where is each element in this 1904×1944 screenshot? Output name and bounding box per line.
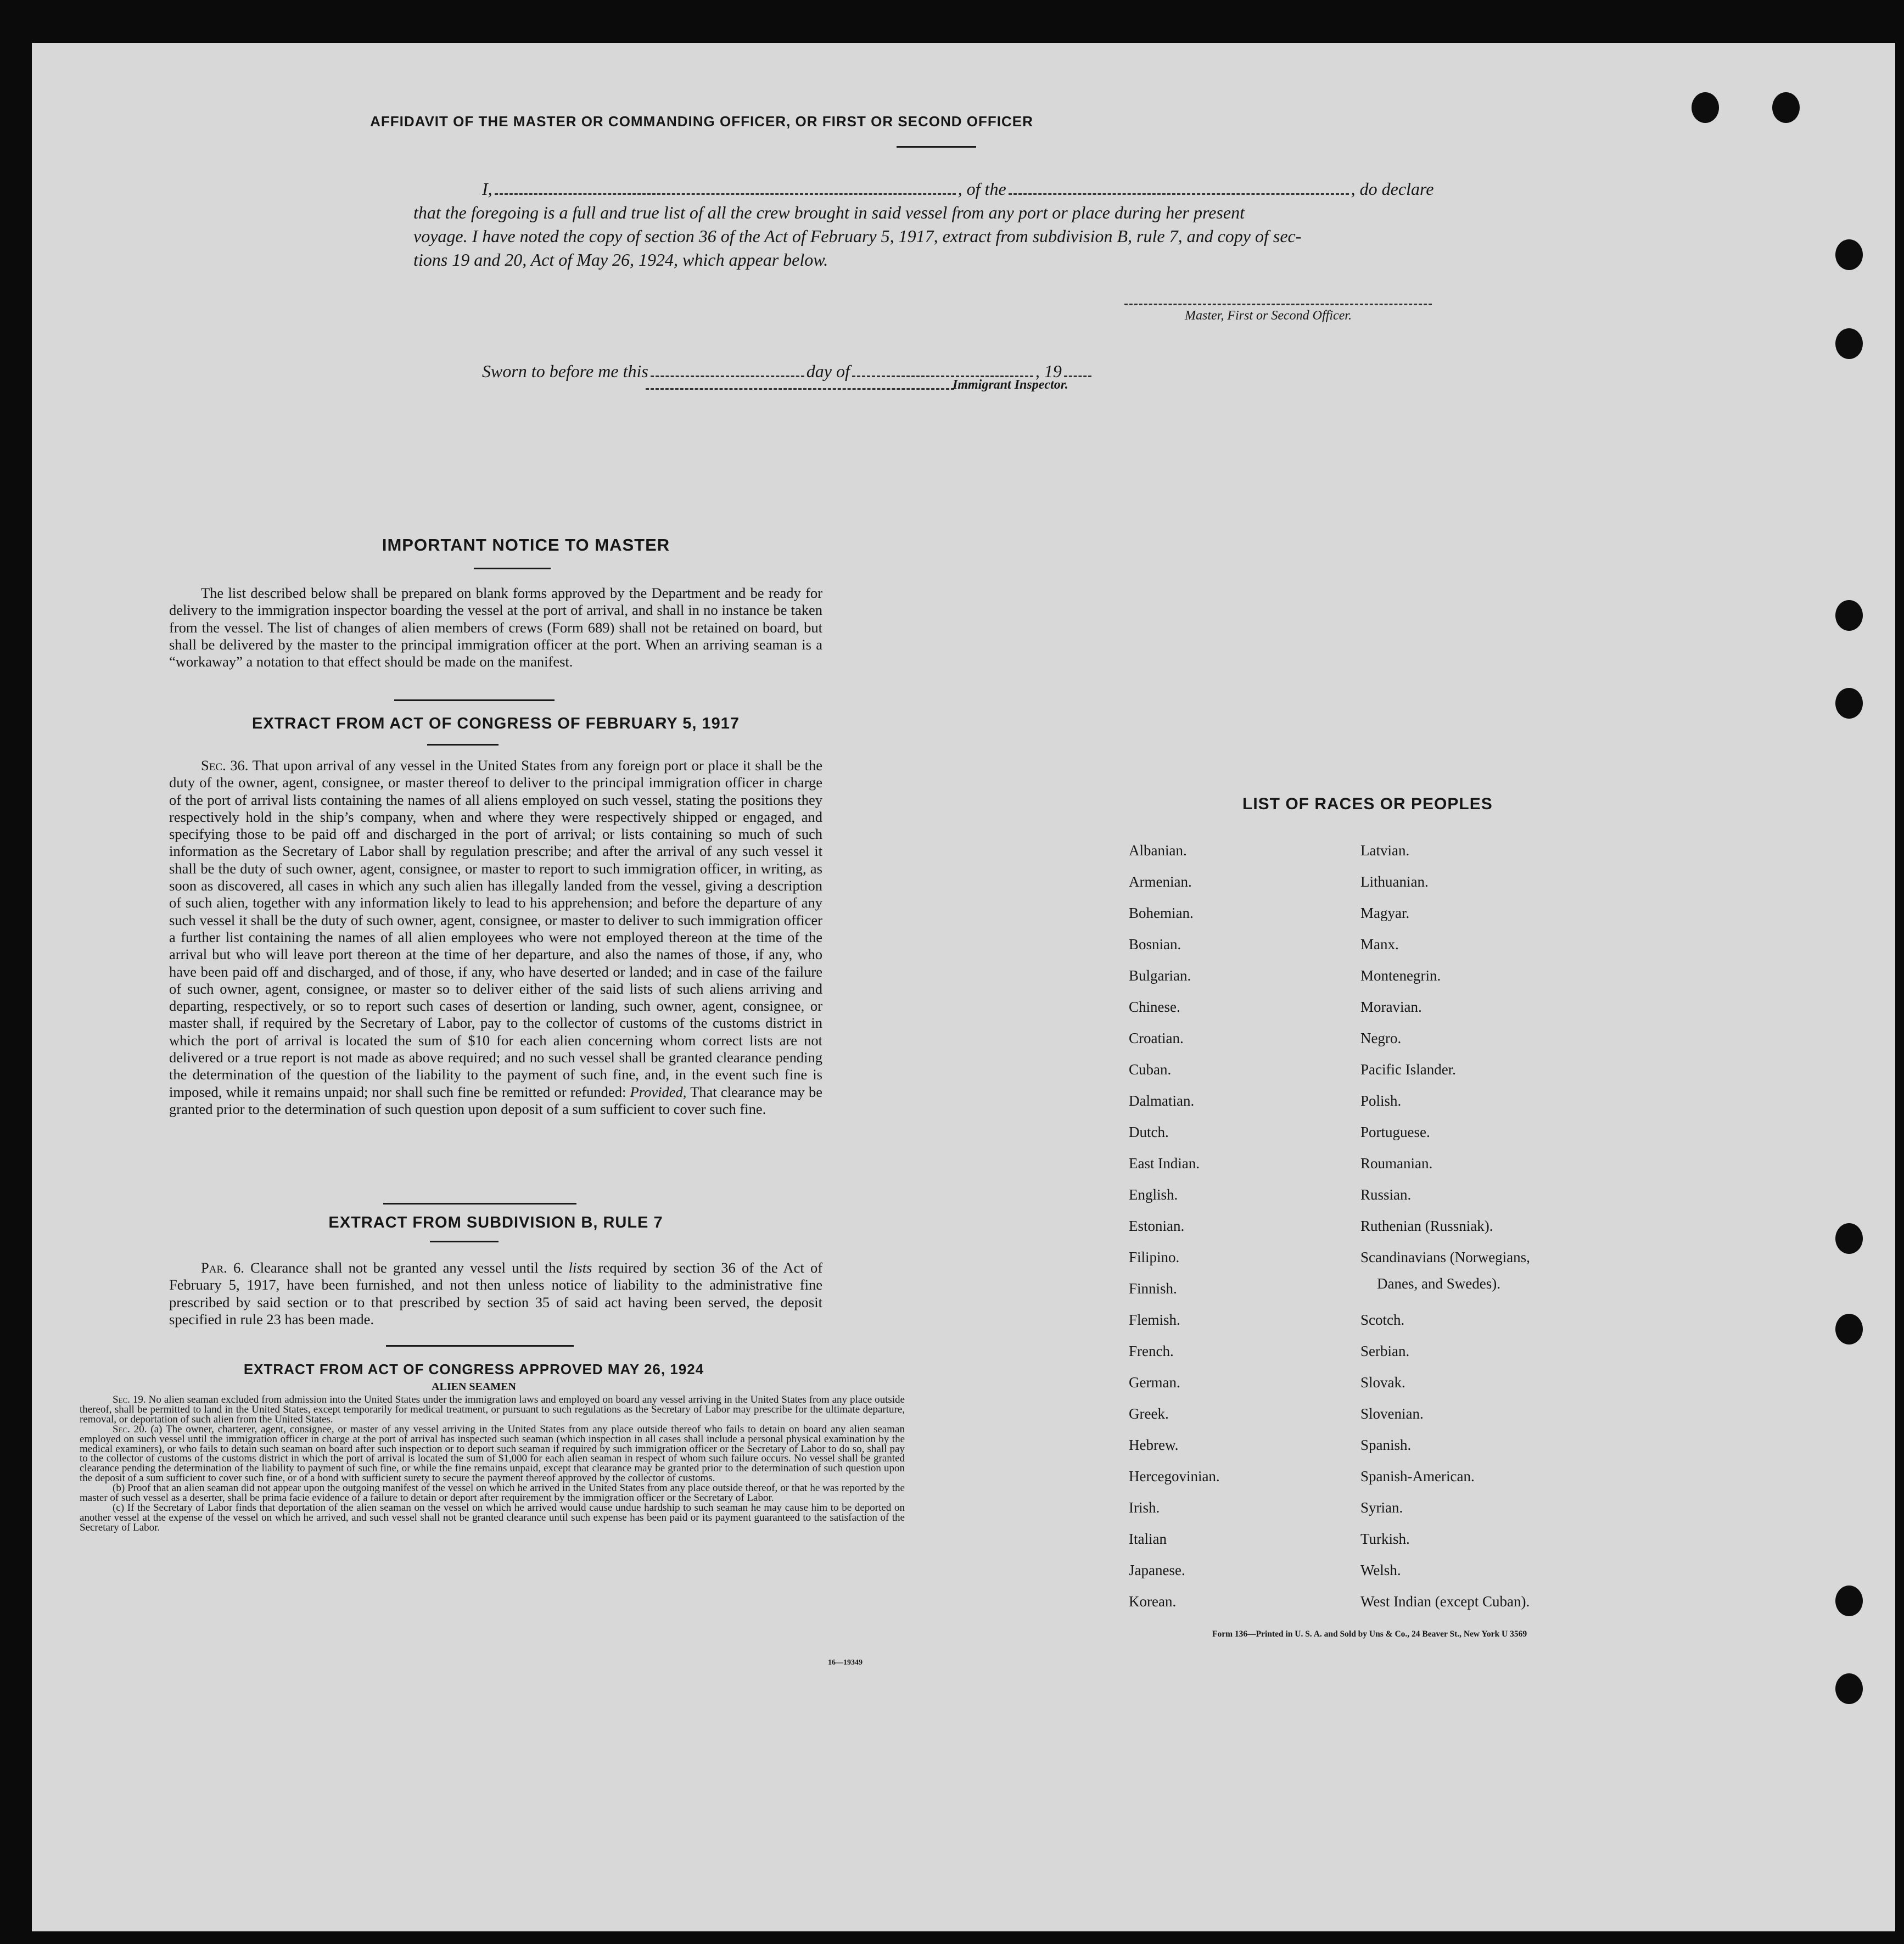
race-item: Flemish. <box>1129 1312 1180 1328</box>
month-blank[interactable] <box>852 376 1033 377</box>
race-item: Finnish. <box>1129 1280 1177 1297</box>
race-item: Portuguese. <box>1360 1124 1430 1140</box>
race-item: Albanian. <box>1129 842 1187 859</box>
race-item: Estonian. <box>1129 1218 1185 1234</box>
punch-hole <box>1835 1223 1863 1254</box>
race-item: Hebrew. <box>1129 1437 1179 1453</box>
subdivision-b-text: Par. 6. Clearance shall not be granted any vessel until the lists required by section 36 of the Act of February 5, 1917, have been furnished, and not then unless notice of liability to the administrative fine prescribed by said section or to that prescribed by section 35 of said act having been served, the deposit specified in rule 23 has been made. <box>169 1259 823 1327</box>
race-item: Serbian. <box>1360 1343 1410 1359</box>
race-item: Polish. <box>1360 1093 1402 1109</box>
race-item: Spanish-American. <box>1360 1468 1475 1484</box>
race-item: English. <box>1129 1186 1178 1203</box>
race-item: Korean. <box>1129 1593 1177 1610</box>
punch-hole <box>1835 1673 1863 1704</box>
declaration-do-declare: , do declare <box>1351 179 1434 199</box>
race-item: Roumanian. <box>1360 1155 1433 1172</box>
race-item: Italian <box>1129 1531 1167 1547</box>
sec19-label: Sec. 19. <box>113 1394 146 1405</box>
name-blank[interactable] <box>495 193 956 195</box>
notice-title: IMPORTANT NOTICE TO MASTER <box>382 535 670 554</box>
punch-hole <box>1835 239 1863 270</box>
race-item: Irish. <box>1129 1499 1160 1516</box>
race-item: Bosnian. <box>1129 936 1181 953</box>
races-title: LIST OF RACES OR PEOPLES <box>1242 795 1493 813</box>
race-item: Spanish. <box>1360 1437 1412 1453</box>
race-item: Pacific Islander. <box>1360 1061 1456 1078</box>
year-blank[interactable] <box>1064 376 1091 377</box>
form-footer: Form 136—Printed in U. S. A. and Sold by Uns & Co., 24 Beaver St., New York U 3569 <box>1212 1629 1527 1639</box>
race-item: Slovenian. <box>1360 1405 1424 1422</box>
extract-1917-text: Sec. 36. That upon arrival of any vessel in the United States from any foreign port or place it shall be the duty of the owner, agent, consignee, or master thereof to deliver to the principal immigration officer in charge of the port of arrival lists containing the names of all aliens employed on such vessel, stating the positions they respectively hold in the ship’s company, when and where they were respectively shipped or engaged, and specifying those to be paid off and discharged in the port of arrival; or lists containing so much of such information as the Secretary of Labor shall by regulation prescribe; and after the arrival of any such vessel it shall be the duty of such owner, agent, consignee, or master to report to such immigration officer, in writing, as soon as discovered, all cases in which any such alien has illegally landed from the vessel, giving a description of such alien, together with any information likely to lead to his apprehension; and before the departure of any such vessel it shall be the duty of such owner, agent, consignee, or master to deliver to such immigration officer a further list containing the names of all alien employees who were not employed thereon at the time of the arrival but who will leave port thereon at the time of her departure, and also the names of those, if any, who have been paid off and discharged, and of those, if any, who have deserted or landed; and in case of the failure of such owner, agent, consignee, or master so to deliver either of the said lists of such aliens arriving and departing, respectively, or so to report such cases of desertion or landing, such owner, agent, consignee, or master shall, if required by the Secretary of Labor, pay to the collector of customs of the customs district in which the port of arrival is located the sum of $10 for each alien concerning whom correct lists are not delivered or a true report is not made as above required; and no such vessel shall be granted clearance pending the determination of the question of the liability to the payment of such fine, and, in the event such fine is imposed, while it remains unpaid; nor shall such fine be remitted or refunded: Provided, That clearance may be granted prior to the determination of such question upon deposit of a sum sufficient to cover such fine. <box>169 757 823 1117</box>
punch-hole <box>1835 688 1863 719</box>
race-item: Negro. <box>1360 1030 1402 1046</box>
alien-seamen-subtitle: ALIEN SEAMEN <box>432 1381 516 1393</box>
divider <box>427 744 499 746</box>
race-item: Japanese. <box>1129 1562 1185 1578</box>
race-item: Slovak. <box>1360 1374 1405 1391</box>
print-code: 16—19349 <box>828 1659 863 1667</box>
day-of-label: day of <box>806 361 850 381</box>
race-item: Dutch. <box>1129 1124 1169 1140</box>
year-label: , 19 <box>1035 361 1062 381</box>
punch-hole <box>1772 92 1800 123</box>
divider <box>386 1345 574 1347</box>
race-item: Moravian. <box>1360 999 1422 1015</box>
declaration-line-3: voyage. I have noted the copy of section 36 of the Act of February 5, 1917, extract from subdivision B, rule 7, and copy of sec- <box>413 226 1302 246</box>
race-item: West Indian (except Cuban). <box>1360 1593 1530 1610</box>
declaration-line-4: tions 19 and 20, Act of May 26, 1924, which appear below. <box>413 250 828 270</box>
divider <box>430 1241 499 1242</box>
race-item: Armenian. <box>1129 873 1192 890</box>
race-item: Montenegrin. <box>1360 967 1441 984</box>
race-item: Turkish. <box>1360 1531 1410 1547</box>
punch-hole <box>1835 328 1863 359</box>
race-item: Scandinavians (Norwegians, <box>1360 1249 1530 1265</box>
declaration-of-the: , of the <box>957 179 1006 199</box>
notice-text: The list described below shall be prepared on blank forms approved by the Department and be ready for delivery to the immigration inspector boarding the vessel at the port of arrival, and shall in no instance be taken from the vessel. The list of changes of alien members of crews (Form 689) shall not be retained on board, but shall be delivered by the master to the principal immigration officer at the port. When an arriving seaman is a “workaway” a notation to that effect should be made on the manifest. <box>169 585 822 670</box>
divider <box>897 146 976 148</box>
race-item: Dalmatian. <box>1129 1093 1195 1109</box>
extract-1917-title: EXTRACT FROM ACT OF CONGRESS OF FEBRUARY 5, 1917 <box>251 715 740 732</box>
race-item: East Indian. <box>1129 1155 1200 1172</box>
race-item: Greek. <box>1129 1405 1169 1422</box>
race-item: Hercegovinian. <box>1129 1468 1220 1484</box>
paragraph-label: Par. 6. <box>201 1259 244 1276</box>
day-blank[interactable] <box>651 376 804 377</box>
race-item: Croatian. <box>1129 1030 1184 1046</box>
race-item: Ruthenian (Russniak). <box>1360 1218 1493 1234</box>
inspector-signature-line[interactable] <box>646 388 954 390</box>
signature-label: Master, First or Second Officer. <box>1185 309 1352 323</box>
race-item: Scotch. <box>1360 1312 1405 1328</box>
race-item: Magyar. <box>1360 905 1410 921</box>
race-item: Lithuanian. <box>1360 873 1429 890</box>
race-item: Bulgarian. <box>1129 967 1191 984</box>
race-item: Latvian. <box>1360 842 1410 859</box>
sworn-label: Sworn to before me this <box>482 361 648 381</box>
declaration-line-2: that the foregoing is a full and true list of all the crew brought in said vessel from any port or place during her present <box>413 203 1245 222</box>
race-item: French. <box>1129 1343 1174 1359</box>
race-item: Syrian. <box>1360 1499 1403 1516</box>
race-item: Manx. <box>1360 936 1399 953</box>
punch-hole <box>1835 1314 1863 1344</box>
signature-line[interactable] <box>1124 304 1432 305</box>
sec20-label: Sec. 20. <box>113 1423 147 1435</box>
subdivision-b-title: EXTRACT FROM SUBDIVISION B, RULE 7 <box>328 1214 663 1231</box>
affidavit-declaration <box>413 177 1495 272</box>
affidavit-title: AFFIDAVIT OF THE MASTER OR COMMANDING OFFICER, OR FIRST OR SECOND OFFICER <box>370 113 1033 130</box>
race-item: Filipino. <box>1129 1249 1180 1265</box>
section-label: Sec. 36. <box>201 757 249 774</box>
race-item: Russian. <box>1360 1186 1412 1203</box>
vessel-blank[interactable] <box>1009 193 1349 195</box>
extract-1924-text: Sec. 19. No alien seaman excluded from admission into the United States under the immigration laws and employed on board any vessel arriving in the United States from any place outside thereof, shall be permitted to land in the United States, except temporarily for medical treatment, or pursuant to such regulations as the Secretary of Labor may prescribe for the ultimate departure, removal, or deportation of such alien from the United States. Sec. 20. (a) The owner, charterer, agent, consignee, or master of any vessel arriving in the United States from any place outside thereof who fails to detain on board any alien seaman employed on such vessel until the immigration officer in charge at the port of arrival has inspected such seaman (which inspection in all cases shall include a personal physical examination by the medical examiners), or who fails to detain such seaman on board after such inspection or to deport such seaman if required by such immigration officer or the Secretary of Labor to do so, shall pay to the collector of customs of the customs district in which the port of arrival is located the sum of $1,000 for each alien seaman in respect of whom such failure occurs. No vessel shall be granted clearance pending the determination of the liability to payment of such fine, or while the fine remains unpaid, except that clearance may be granted prior to the determination of such question upon the deposit of a sum sufficient to cover such fine, or of a bond with sufficient surety to secure the payment thereof approved by the collector of customs. (b) Proof that an alien seaman did not appear upon the outgoing manifest of the vessel on which he arrived in the United States from any place outside thereof, or that he was reported by the master of such vessel as a deserter, shall be prima facie evidence of a failure to detain or deport after requirement by the immigration officer or the Secretary of Labor. (c) If the Secretary of Labor finds that deportation of the alien seaman on the vessel on which he arrived would cause undue hardship to such seaman he may cause him to be deported on another vessel at the expense of the vessel on which he arrived, and such vessel shall not be granted clearance until such expense has been paid or its payment guaranteed to the satisfaction of the Secretary of Labor. <box>80 1394 905 1533</box>
document-page <box>32 43 1895 1931</box>
divider <box>383 1203 576 1205</box>
race-item: Danes, and Swedes). <box>1377 1275 1500 1292</box>
race-item: Chinese. <box>1129 999 1180 1015</box>
race-item: Bohemian. <box>1129 905 1194 921</box>
punch-hole <box>1835 1586 1863 1616</box>
divider <box>474 568 551 569</box>
inspector-label: Immigrant Inspector. <box>953 378 1068 392</box>
race-item: Welsh. <box>1360 1562 1401 1578</box>
divider <box>394 699 555 701</box>
declaration-i: I, <box>482 179 492 199</box>
extract-1924-title: EXTRACT FROM ACT OF CONGRESS APPROVED MAY 26, 1924 <box>243 1361 704 1377</box>
punch-hole <box>1692 92 1719 123</box>
race-item: German. <box>1129 1374 1180 1391</box>
race-item: Cuban. <box>1129 1061 1172 1078</box>
punch-hole <box>1835 600 1863 631</box>
